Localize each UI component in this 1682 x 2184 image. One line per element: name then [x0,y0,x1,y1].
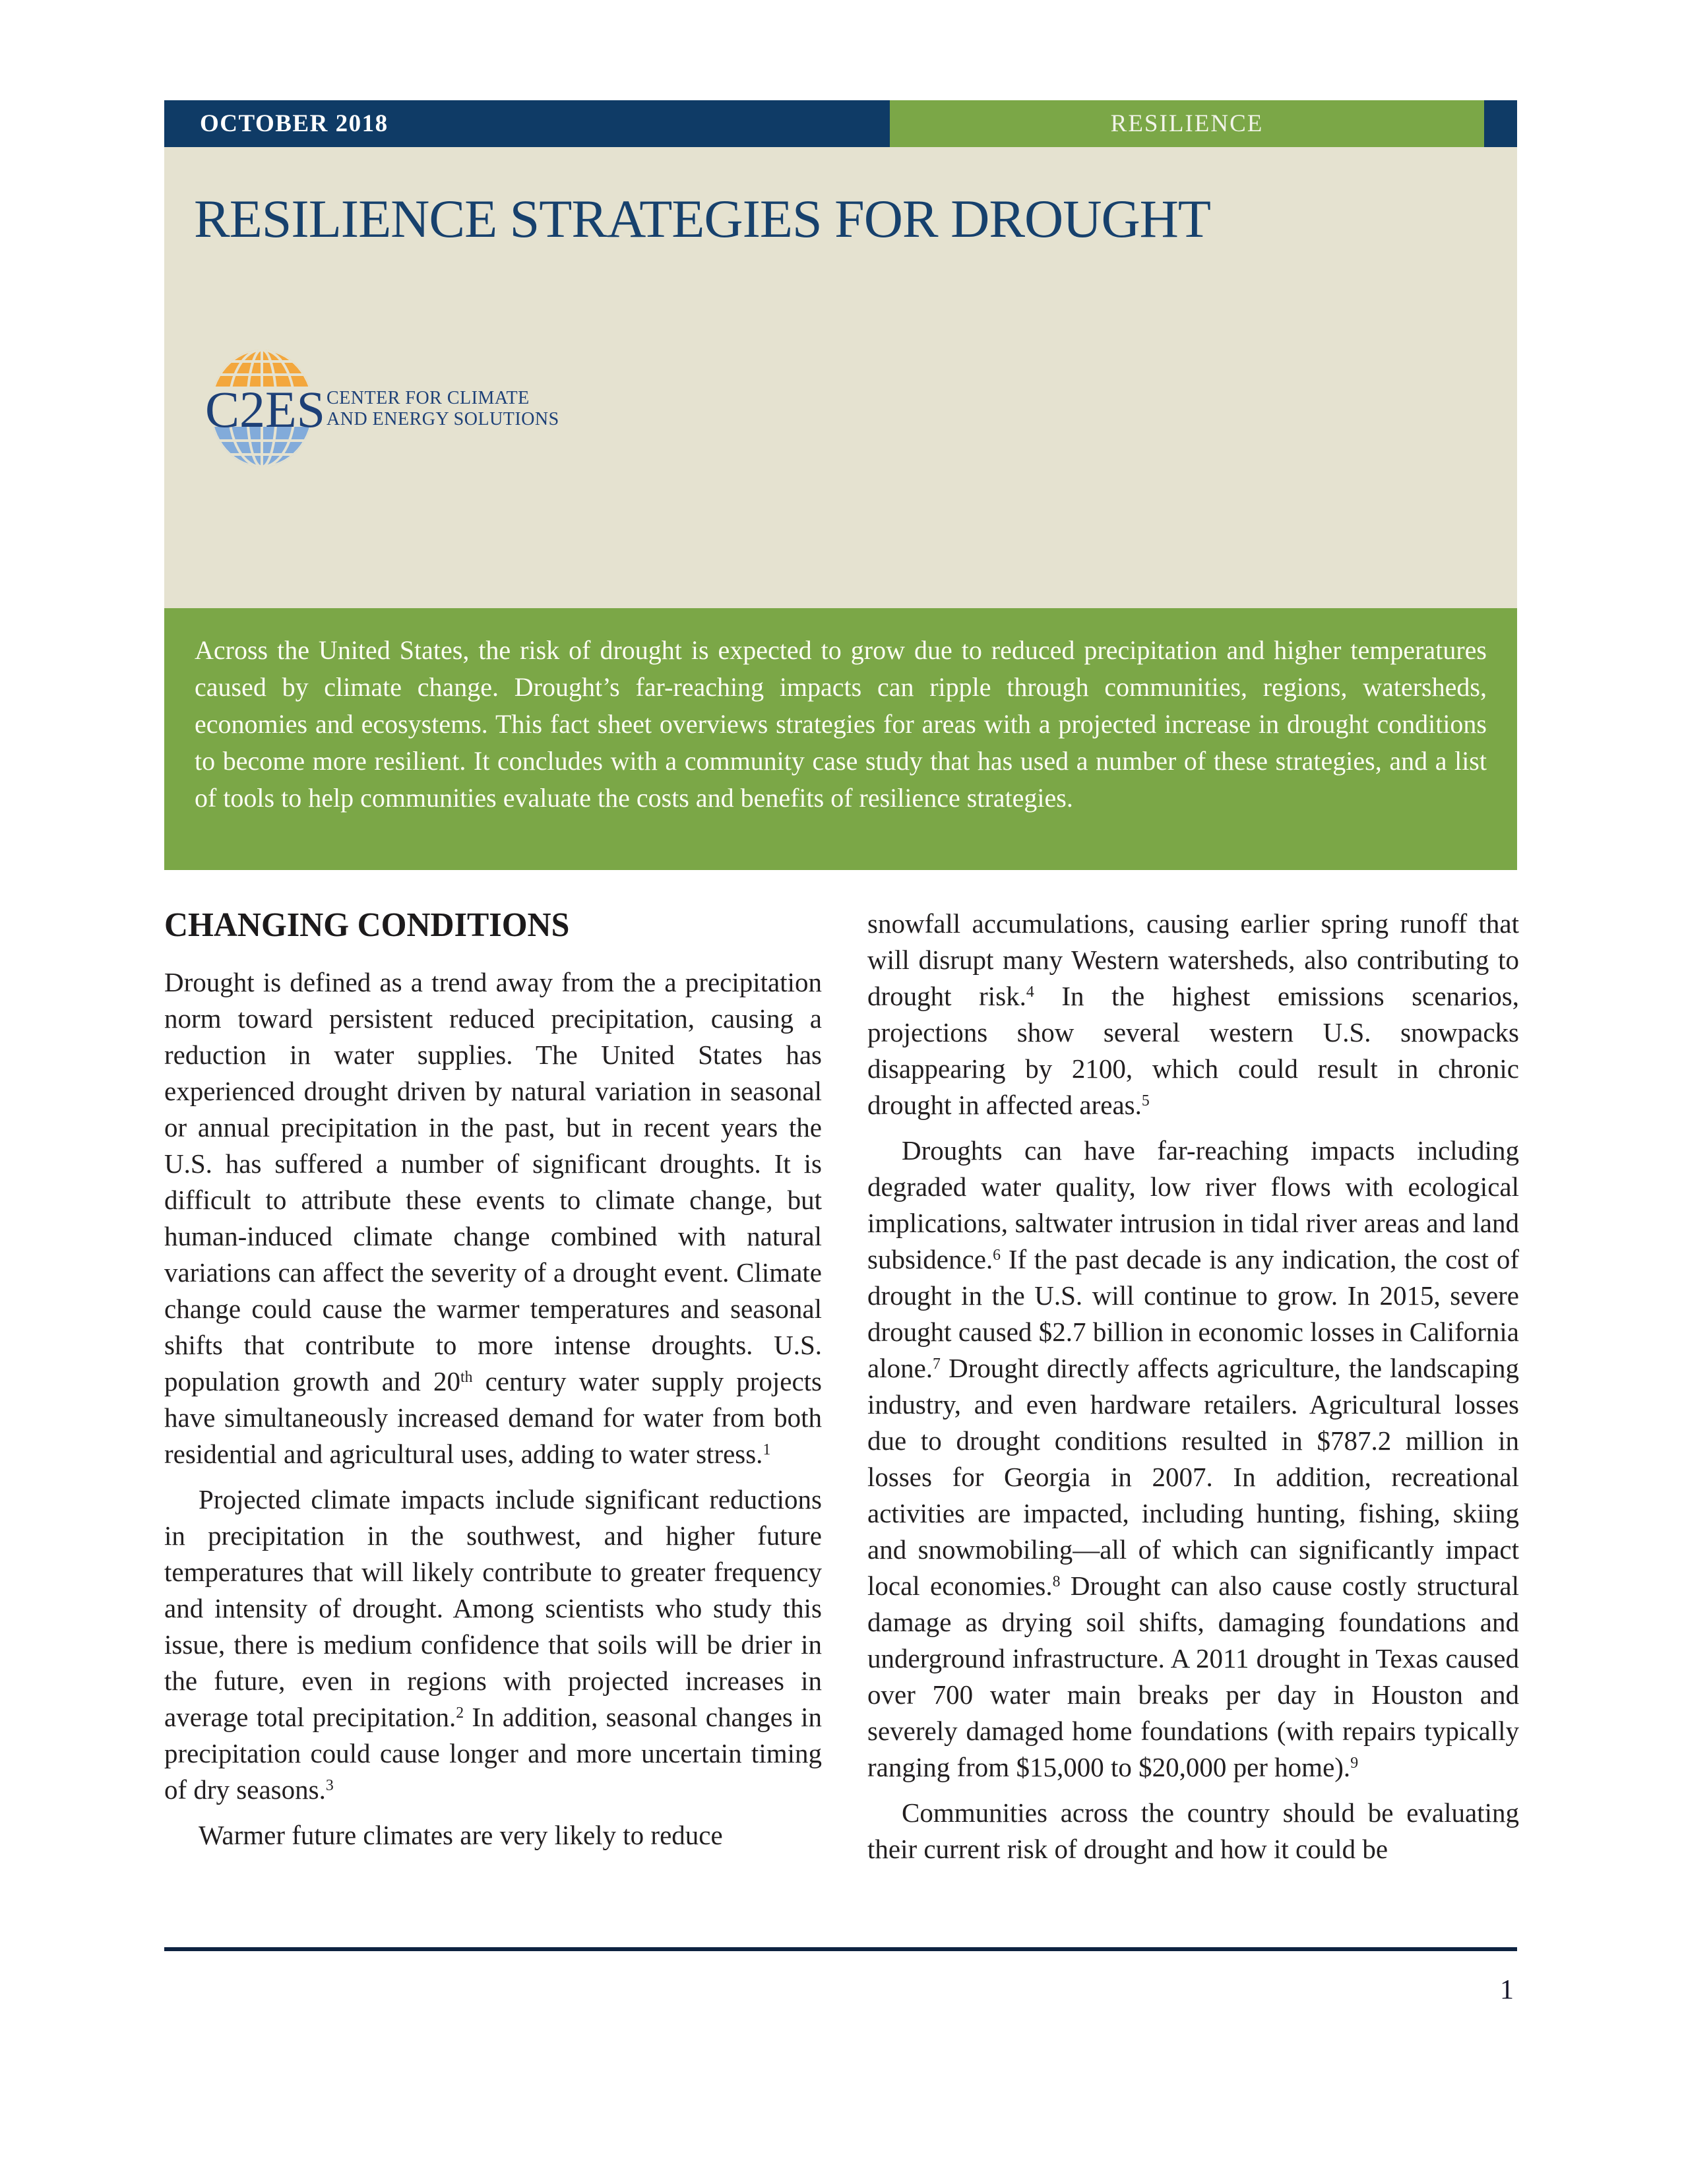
paragraph: snowfall accumulations, causing earlier spring runoff that will disrupt many Western watersheds, also contributing to drought risk.$^4$ In the highest emissions scenarios, projections show several western U.S. snowpacks disappearing by 2100, which could result in chronic drought in affected areas.$^5$ [867,908,1520,1120]
footer-rule [164,1947,1517,1951]
column-left [164,906,822,1854]
paragraph: Projected climate impacts include significant reductions in precipitation in the southwest, and higher future temperatures that will likely contribute to greater frequency and intensity of drought. Among scientists who study this issue, there is medium confidence that soils will be drier in the future, even in regions with projected increases in average total precipitation.$^2$ In addition, seasonal changes in precipitation could cause longer and more uncertain timing of dry seasons.$^3$ [164,1484,822,1805]
header-bar [164,100,1517,147]
summary-text: Across the United States, the risk of drought is expected to grow due to reduced precipitation and higher temperatures caused by climate change. Drought’s far-reaching impacts can ripple through communities, regions, watersheds, economies and ecosystems. This fact sheet overviews strategies for areas with a projected increase in drought conditions to become more resilient. It concludes with a community case study that has used a number of these strategies, and a list of tools to help communities evaluate the costs and benefits of resilience strategies. [195,635,1487,813]
header-corner-block [1484,100,1517,147]
logo-org-name [327,388,559,430]
section-heading: CHANGING CONDITIONS [164,906,570,944]
column-right [867,906,1519,1867]
paragraph: Droughts can have far-reaching impacts including degraded water quality, low river flows with ecological implications, saltwater intrusion in tidal river areas and land subsidence.$^6$ If the past decade is any indication, the cost of drought in the U.S. will continue to grow. In 2015, severe drought caused $2.7 billion in economic losses in California alone.$^7$ Drought directly affects agriculture, the landscaping industry, and even hardware retailers. Agricultural losses due to drought conditions resulted in $787.2 million in losses for Georgia in 2007. In addition, recreational activities are impacted, including hunting, fishing, skiing and snowmobiling—all of which can significantly impact local economies.$^8$ Drought can also cause costly structural damage as drying soil shifts, damaging foundations and underground infrastructure. A 2011 drought in Texas caused over 700 water main breaks per day in Houston and severely damaged home foundations (with repairs typically ranging from $15,000 to $20,000 per home).$^9$ [867,1135,1519,1782]
logo-acronym: C2ES [205,381,326,438]
right-column-text [867,906,1519,1867]
logo-org-line1: CENTER FOR CLIMATE [327,388,530,408]
paragraph: Communities across the country should be evaluating their current risk of drought and how it could be [867,1797,1519,1864]
summary-box [164,608,1517,870]
masthead [164,147,1517,608]
page-title: RESILIENCE STRATEGIES FOR DROUGHT [194,189,1210,249]
header-category-band [890,100,1484,147]
left-column-text [164,964,822,1854]
logo-org-line2: AND ENERGY SOLUTIONS [327,409,559,429]
paragraph: Drought is defined as a trend away from the a precipitation norm toward persistent reduced precipitation, causing a reduction in water supplies. The United States has experienced drought driven by natural variation in seasonal or annual precipitation in the past, but in recent years the U.S. has suffered a number of significant droughts. It is difficult to attribute these events to climate change, but human-induced climate change combined with natural variations can affect the severity of a drought event. Climate change could cause the warmer temperatures and seasonal shifts that contribute to more intense droughts. U.S. population growth and 20th century water supply projects have simultaneously increased demand for water from both residential and agricultural uses, adding to water stress.$^1$ [164,967,822,1469]
paragraph: Warmer future climates are very likely to reduce [199,1820,723,1850]
header-date: OCTOBER 2018 [200,110,389,137]
c2es-logo [205,347,931,472]
header-date-cell [164,100,890,147]
header-category: RESILIENCE [1110,110,1264,137]
page-number: 1 [1500,1975,1514,2005]
